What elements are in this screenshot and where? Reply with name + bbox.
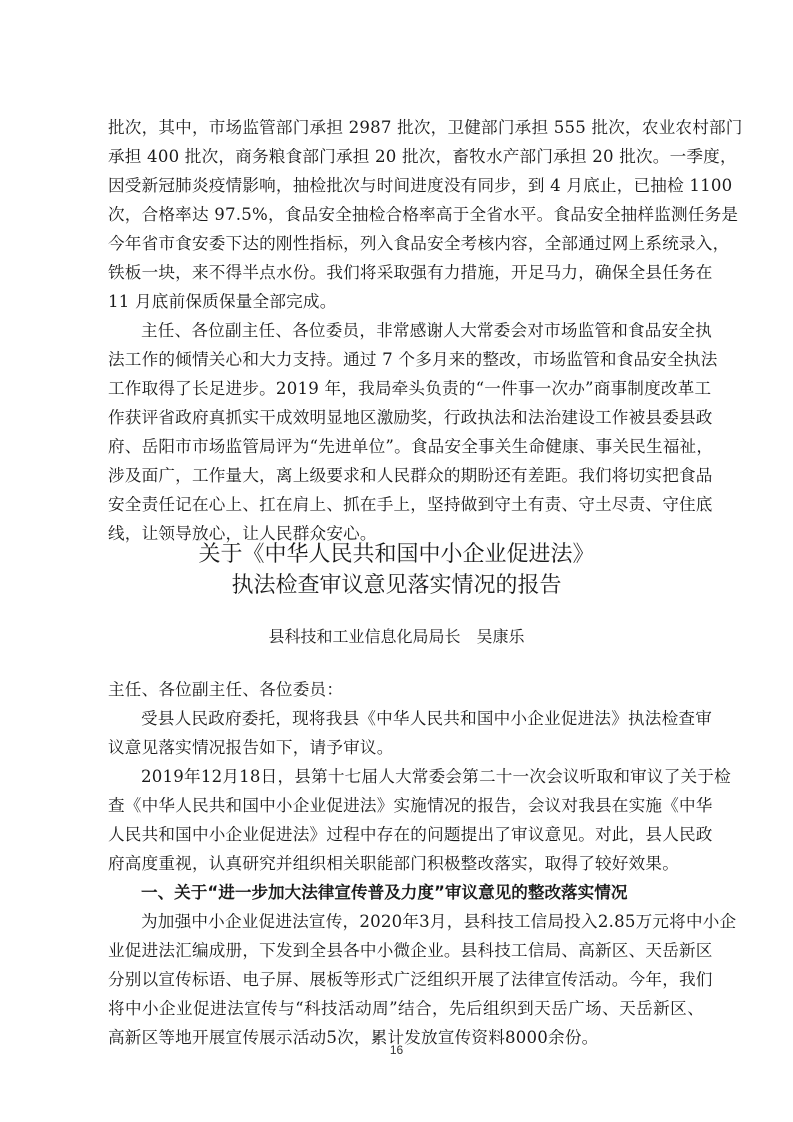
body-text-line: 承担 400 批次，商务粮食部门承担 20 批次，畜牧水产部门承担 20 批次。一季度， <box>108 147 737 166</box>
body-text-line: 工作取得了长足进步。2019 年，我局牵头负责的“一件事一次办”商事制度改革工 <box>108 379 712 398</box>
body-text-line: 法工作的倾情关心和大力支持。通过 7 个多月来的整改，市场监管和食品安全执法 <box>108 350 718 369</box>
body-text-line: 分别以宣传标语、电子屏、展板等形式广泛组织开展了法律宣传活动。今年，我们 <box>108 970 713 989</box>
body-text-line: 将中小企业促进法宣传与“科技活动周”结合，先后组织到天岳广场、天岳新区、 <box>108 999 704 1018</box>
body-text-line: 查《中华人民共和国中小企业促进法》实施情况的报告，会议对我县在实施《中华 <box>108 796 713 815</box>
section-heading: 一、关于“进一步加大法律宣传普及力度”审议意见的整改落实情况 <box>141 883 628 902</box>
body-text-line: 业促进法汇编成册，下发到全县各中小微企业。县科技工信局、高新区、天岳新区 <box>108 941 713 960</box>
body-text-line: 次，合格率达 97.5%，食品安全抽检合格率高于全省水平。食品安全抽样监测任务是 <box>108 205 739 224</box>
body-text-line: 人民共和国中小企业促进法》过程中存在的问题提出了审议意见。对此，县人民政 <box>108 825 713 844</box>
body-text-line: 为加强中小企业促进法宣传，2020年3月，县科技工信局投入2.85万元将中小企 <box>141 912 737 931</box>
salutation: 主任、各位副主任、各位委员： <box>108 680 344 699</box>
page-number: 16 <box>389 1043 404 1057</box>
body-text-line: 批次，其中，市场监管部门承担 2987 批次，卫健部门承担 555 批次，农业农村部门 <box>108 118 743 137</box>
body-text-line: 因受新冠肺炎疫情影响，抽检批次与时间进度没有同步，到 4 月底止，已抽检 1100 <box>108 176 733 195</box>
body-text-line: 2019年12月18日，县第十七届人大常委会第二十一次会议听取和审议了关于检 <box>141 767 731 786</box>
body-text-line: 府高度重视，认真研究并组织相关职能部门积极整改落实，取得了较好效果。 <box>108 854 679 873</box>
body-text-line: 11 月底前保质保量全部完成。 <box>108 292 337 311</box>
report-author: 县科技和工业信息化局局长 吴康乐 <box>268 627 525 646</box>
body-text-line: 铁板一块，来不得半点水份。我们将采取强有力措施，开足马力，确保全县任务在 <box>108 263 713 282</box>
body-text-line: 线，让领导放心，让人民群众安心。 <box>108 524 377 543</box>
body-text-line: 涉及面广，工作量大，离上级要求和人民群众的期盼还有差距。我们将切实把食品 <box>108 466 713 485</box>
body-text-line: 主任、各位副主任、各位委员，非常感谢人大常委会对市场监管和食品安全执 <box>141 321 712 340</box>
body-text-line: 今年省市食安委下达的刚性指标，列入食品安全考核内容，全部通过网上系统录入， <box>108 234 730 253</box>
body-text-line: 受县人民政府委托，现将我县《中华人民共和国中小企业促进法》执法检查审 <box>141 709 712 728</box>
body-text-line: 安全责任记在心上、扛在肩上、抓在手上，坚持做到守土有责、守土尽责、守住底 <box>108 495 713 514</box>
body-text-line: 府、岳阳市市场监管局评为“先进单位”。食品安全事关生命健康、事关民生福祉， <box>108 437 714 456</box>
body-text-line: 作获评省政府真抓实干成效明显地区激励奖，行政执法和法治建设工作被县委县政 <box>108 408 713 427</box>
body-text-line: 高新区等地开展宣传展示活动5次，累计发放宣传资料8000余份。 <box>108 1028 599 1047</box>
body-text-line: 议意见落实情况报告如下，请予审议。 <box>108 738 394 757</box>
report-title-line-1: 关于《中华人民共和国中小企业促进法》 <box>198 542 595 567</box>
report-title-line-2: 执法检查审议意见落实情况的报告 <box>231 573 562 598</box>
